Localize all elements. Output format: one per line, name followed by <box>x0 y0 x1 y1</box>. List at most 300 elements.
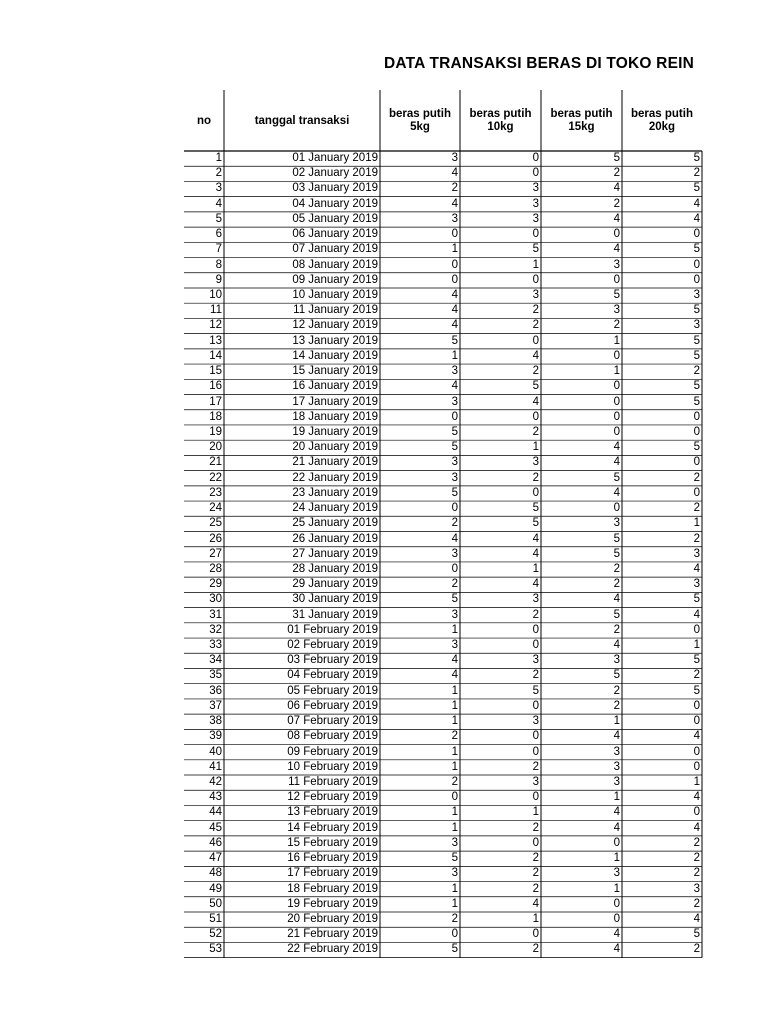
cell-10kg: 0 <box>532 167 539 180</box>
cell-5kg: 5 <box>451 943 458 956</box>
cell-no: 26 <box>209 532 222 545</box>
cell-15kg: 4 <box>613 456 620 469</box>
cell-no: 39 <box>209 730 222 743</box>
table-row <box>184 349 704 364</box>
cell-10kg: 3 <box>532 715 539 728</box>
cell-15kg: 1 <box>613 715 620 728</box>
cell-20kg: 4 <box>693 821 700 834</box>
table-row <box>184 471 704 486</box>
cell-tanggal: 21 January 2019 <box>292 456 378 469</box>
cell-no: 3 <box>215 182 222 195</box>
cell-5kg: 3 <box>451 547 458 560</box>
cell-tanggal: 11 February 2019 <box>288 776 378 789</box>
cell-20kg: 2 <box>693 836 700 849</box>
table-row <box>184 866 704 881</box>
cell-20kg: 5 <box>693 593 700 606</box>
cell-no: 19 <box>209 425 222 438</box>
cell-no: 37 <box>209 699 222 712</box>
cell-20kg: 4 <box>693 730 700 743</box>
cell-15kg: 5 <box>613 471 620 484</box>
cell-tanggal: 19 January 2019 <box>292 425 378 438</box>
cell-5kg: 0 <box>451 928 458 941</box>
cell-10kg: 0 <box>532 699 539 712</box>
cell-tanggal: 20 January 2019 <box>292 441 378 454</box>
cell-15kg: 2 <box>613 319 620 332</box>
cell-no: 42 <box>209 776 222 789</box>
cell-5kg: 2 <box>451 913 458 925</box>
cell-no: 31 <box>209 608 222 621</box>
cell-10kg: 0 <box>532 836 539 849</box>
table-row <box>184 547 704 562</box>
cell-15kg: 0 <box>613 349 620 362</box>
table-row <box>184 410 704 425</box>
cell-tanggal: 25 January 2019 <box>292 517 378 530</box>
cell-15kg: 2 <box>613 167 620 180</box>
cell-10kg: 3 <box>532 654 539 667</box>
cell-tanggal: 03 January 2019 <box>292 182 378 195</box>
cell-10kg: 4 <box>532 532 539 545</box>
cell-15kg: 0 <box>613 836 620 849</box>
cell-tanggal: 17 January 2019 <box>292 395 378 408</box>
cell-5kg: 4 <box>451 288 458 301</box>
cell-tanggal: 14 January 2019 <box>292 349 378 362</box>
table-row <box>184 562 704 577</box>
cell-tanggal: 17 February 2019 <box>287 867 378 880</box>
cell-20kg: 2 <box>693 867 700 880</box>
table-row <box>184 212 704 227</box>
cell-5kg: 2 <box>451 182 458 195</box>
cell-5kg: 3 <box>451 608 458 621</box>
cell-10kg: 0 <box>532 639 539 652</box>
cell-20kg: 5 <box>693 334 700 347</box>
header-label: beras putih <box>389 108 451 120</box>
table-row <box>184 745 704 760</box>
cell-5kg: 4 <box>451 319 458 332</box>
cell-tanggal: 06 February 2019 <box>287 699 378 712</box>
cell-tanggal: 24 January 2019 <box>292 502 378 515</box>
cell-tanggal: 23 January 2019 <box>292 486 378 499</box>
cell-20kg: 4 <box>693 791 700 804</box>
cell-tanggal: 11 January 2019 <box>293 304 378 317</box>
cell-no: 49 <box>209 882 222 895</box>
cell-15kg: 4 <box>613 730 620 743</box>
cell-tanggal: 05 January 2019 <box>292 212 378 225</box>
cell-15kg: 0 <box>613 502 620 515</box>
table-row <box>184 455 704 470</box>
cell-20kg: 2 <box>693 167 700 180</box>
cell-10kg: 0 <box>532 152 539 164</box>
table-row <box>184 623 704 638</box>
cell-tanggal: 12 February 2019 <box>287 791 378 804</box>
cell-tanggal: 04 February 2019 <box>287 669 378 682</box>
cell-no: 38 <box>209 715 222 728</box>
table-row <box>184 729 704 744</box>
cell-20kg: 5 <box>693 654 700 667</box>
cell-20kg: 4 <box>693 197 700 210</box>
cell-tanggal: 07 February 2019 <box>287 715 378 728</box>
table-row <box>184 516 704 531</box>
table-row <box>184 851 704 866</box>
cell-20kg: 0 <box>693 410 700 423</box>
table-row <box>184 897 704 912</box>
cell-10kg: 2 <box>532 882 539 895</box>
cell-15kg: 4 <box>613 928 620 941</box>
table-row <box>184 790 704 805</box>
cell-no: 12 <box>209 319 222 332</box>
cell-tanggal: 16 January 2019 <box>292 380 378 393</box>
header-unit: 15kg <box>568 121 595 133</box>
cell-10kg: 2 <box>532 319 539 332</box>
cell-5kg: 1 <box>451 821 458 834</box>
header-unit: 5kg <box>410 121 430 133</box>
cell-20kg: 4 <box>693 608 700 621</box>
cell-5kg: 5 <box>451 425 458 438</box>
cell-tanggal: 07 January 2019 <box>292 243 378 256</box>
table-row <box>184 318 704 333</box>
header-beras-putih-5kg <box>380 90 460 152</box>
cell-15kg: 1 <box>613 791 620 804</box>
cell-10kg: 4 <box>532 547 539 560</box>
cell-no: 7 <box>215 243 222 256</box>
cell-10kg: 1 <box>532 441 539 454</box>
cell-10kg: 0 <box>532 273 539 286</box>
cell-no: 20 <box>209 441 222 454</box>
cell-10kg: 2 <box>532 304 539 317</box>
table-row <box>184 501 704 516</box>
table-row <box>184 836 704 851</box>
cell-tanggal: 03 February 2019 <box>287 654 378 667</box>
cell-10kg: 1 <box>532 258 539 271</box>
cell-15kg: 2 <box>613 197 620 210</box>
cell-no: 9 <box>215 273 222 286</box>
cell-no: 35 <box>209 669 222 682</box>
cell-10kg: 0 <box>532 623 539 636</box>
cell-20kg: 2 <box>693 669 700 682</box>
table-row <box>184 668 704 683</box>
table-row <box>184 714 704 729</box>
table-row <box>184 608 704 623</box>
document-title: DATA TRANSAKSI BERAS DI TOKO REIN <box>384 55 695 72</box>
cell-tanggal: 20 February 2019 <box>287 913 378 925</box>
cell-20kg: 2 <box>693 532 700 545</box>
cell-10kg: 2 <box>532 365 539 378</box>
header-beras-putih-15kg <box>541 90 622 152</box>
cell-5kg: 3 <box>451 365 458 378</box>
cell-20kg: 1 <box>693 639 700 652</box>
cell-10kg: 5 <box>532 684 539 697</box>
table-row <box>184 775 704 790</box>
cell-10kg: 2 <box>532 425 539 438</box>
cell-no: 43 <box>209 791 222 804</box>
cell-no: 27 <box>209 547 222 560</box>
cell-20kg: 5 <box>693 349 700 362</box>
cell-10kg: 0 <box>532 410 539 423</box>
cell-5kg: 0 <box>451 258 458 271</box>
cell-tanggal: 10 January 2019 <box>292 288 378 301</box>
header-unit: 10kg <box>487 121 514 133</box>
cell-15kg: 5 <box>613 669 620 682</box>
cell-10kg: 5 <box>532 502 539 515</box>
cell-10kg: 3 <box>532 288 539 301</box>
cell-20kg: 0 <box>693 228 700 241</box>
cell-no: 21 <box>209 456 222 469</box>
cell-tanggal: 28 January 2019 <box>292 562 378 575</box>
cell-20kg: 3 <box>693 319 700 332</box>
cell-10kg: 3 <box>532 593 539 606</box>
table-row <box>184 684 704 699</box>
cell-no: 1 <box>215 152 222 164</box>
cell-10kg: 2 <box>532 943 539 956</box>
cell-5kg: 5 <box>451 852 458 865</box>
cell-tanggal: 15 February 2019 <box>287 836 378 849</box>
cell-no: 28 <box>209 562 222 575</box>
cell-tanggal: 19 February 2019 <box>287 897 378 910</box>
cell-tanggal: 08 February 2019 <box>287 730 378 743</box>
cell-20kg: 3 <box>693 882 700 895</box>
cell-tanggal: 02 February 2019 <box>287 639 378 652</box>
cell-15kg: 2 <box>613 684 620 697</box>
cell-15kg: 0 <box>613 380 620 393</box>
cell-10kg: 4 <box>532 578 539 591</box>
cell-tanggal: 16 February 2019 <box>287 852 378 865</box>
cell-tanggal: 14 February 2019 <box>287 821 378 834</box>
cell-10kg: 2 <box>532 852 539 865</box>
cell-no: 10 <box>209 288 222 301</box>
table-row <box>184 927 704 942</box>
cell-5kg: 0 <box>451 273 458 286</box>
cell-20kg: 0 <box>693 745 700 758</box>
cell-5kg: 1 <box>451 243 458 256</box>
cell-5kg: 1 <box>451 684 458 697</box>
cell-no: 50 <box>209 897 222 910</box>
cell-20kg: 0 <box>693 715 700 728</box>
cell-5kg: 5 <box>451 593 458 606</box>
cell-no: 8 <box>215 258 222 271</box>
cell-15kg: 0 <box>613 273 620 286</box>
cell-20kg: 3 <box>693 547 700 560</box>
cell-5kg: 1 <box>451 897 458 910</box>
cell-tanggal: 06 January 2019 <box>292 228 378 241</box>
table-row <box>184 288 704 303</box>
cell-15kg: 0 <box>613 228 620 241</box>
table-row <box>184 699 704 714</box>
cell-20kg: 0 <box>693 425 700 438</box>
table-row <box>184 242 704 257</box>
table-row <box>184 821 704 836</box>
cell-5kg: 3 <box>451 836 458 849</box>
cell-5kg: 1 <box>451 745 458 758</box>
cell-20kg: 5 <box>693 243 700 256</box>
cell-no: 34 <box>209 654 222 667</box>
table-row <box>184 760 704 775</box>
cell-10kg: 1 <box>532 913 539 925</box>
cell-10kg: 3 <box>532 212 539 225</box>
cell-tanggal: 08 January 2019 <box>292 258 378 271</box>
cell-15kg: 1 <box>613 882 620 895</box>
cell-15kg: 4 <box>613 943 620 956</box>
cell-no: 36 <box>209 684 222 697</box>
cell-5kg: 0 <box>451 562 458 575</box>
cell-no: 14 <box>209 349 222 362</box>
cell-5kg: 3 <box>451 867 458 880</box>
cell-15kg: 0 <box>613 395 620 408</box>
cell-15kg: 3 <box>613 867 620 880</box>
cell-tanggal: 30 January 2019 <box>292 593 378 606</box>
cell-no: 33 <box>209 639 222 652</box>
cell-tanggal: 10 February 2019 <box>287 760 378 773</box>
cell-20kg: 4 <box>693 212 700 225</box>
cell-15kg: 4 <box>613 441 620 454</box>
header-label: beras putih <box>631 108 693 120</box>
table-row <box>184 638 704 653</box>
cell-20kg: 0 <box>693 623 700 636</box>
cell-10kg: 5 <box>532 243 539 256</box>
cell-5kg: 2 <box>451 517 458 530</box>
cell-no: 15 <box>209 365 222 378</box>
cell-20kg: 4 <box>693 913 700 925</box>
table-row <box>184 227 704 242</box>
table-row <box>184 912 704 927</box>
cell-10kg: 2 <box>532 760 539 773</box>
cell-5kg: 4 <box>451 669 458 682</box>
cell-10kg: 0 <box>532 334 539 347</box>
cell-15kg: 4 <box>613 593 620 606</box>
cell-no: 29 <box>209 578 222 591</box>
cell-15kg: 2 <box>613 623 620 636</box>
cell-20kg: 4 <box>693 562 700 575</box>
table-row <box>184 197 704 212</box>
table-row <box>184 532 704 547</box>
table-row <box>184 151 704 166</box>
cell-tanggal: 09 January 2019 <box>292 273 378 286</box>
cell-20kg: 0 <box>693 258 700 271</box>
cell-15kg: 1 <box>613 365 620 378</box>
header-no: no <box>196 114 212 127</box>
cell-tanggal: 31 January 2019 <box>292 608 378 621</box>
cell-10kg: 2 <box>532 821 539 834</box>
table-row <box>184 486 704 501</box>
cell-no: 2 <box>215 167 222 180</box>
cell-20kg: 5 <box>693 152 700 164</box>
cell-20kg: 5 <box>693 182 700 195</box>
table-row <box>184 653 704 668</box>
cell-20kg: 2 <box>693 502 700 515</box>
cell-no: 48 <box>209 867 222 880</box>
cell-no: 16 <box>209 380 222 393</box>
table-row <box>184 882 704 897</box>
table-row <box>184 303 704 318</box>
cell-10kg: 4 <box>532 897 539 910</box>
cell-no: 52 <box>209 928 222 941</box>
cell-15kg: 3 <box>613 258 620 271</box>
cell-10kg: 0 <box>532 486 539 499</box>
cell-5kg: 1 <box>451 623 458 636</box>
cell-tanggal: 05 February 2019 <box>287 684 378 697</box>
cell-no: 47 <box>209 852 222 865</box>
cell-5kg: 2 <box>451 776 458 789</box>
table-row <box>184 577 704 592</box>
cell-5kg: 5 <box>451 441 458 454</box>
cell-10kg: 1 <box>532 806 539 819</box>
cell-tanggal: 12 January 2019 <box>292 319 378 332</box>
cell-15kg: 0 <box>613 425 620 438</box>
cell-20kg: 1 <box>693 517 700 530</box>
cell-10kg: 3 <box>532 776 539 789</box>
cell-15kg: 5 <box>613 608 620 621</box>
cell-no: 17 <box>209 395 222 408</box>
cell-20kg: 0 <box>693 486 700 499</box>
cell-no: 45 <box>209 821 222 834</box>
cell-15kg: 2 <box>613 699 620 712</box>
cell-5kg: 3 <box>451 456 458 469</box>
table-row <box>184 334 704 349</box>
cell-no: 32 <box>209 623 222 636</box>
cell-5kg: 0 <box>451 410 458 423</box>
cell-5kg: 1 <box>451 699 458 712</box>
cell-no: 23 <box>209 486 222 499</box>
cell-tanggal: 01 January 2019 <box>292 152 378 164</box>
cell-5kg: 3 <box>451 471 458 484</box>
header-unit: 20kg <box>648 121 676 133</box>
cell-10kg: 0 <box>532 228 539 241</box>
cell-20kg: 3 <box>693 578 700 591</box>
cell-tanggal: 13 February 2019 <box>287 806 378 819</box>
cell-10kg: 2 <box>532 867 539 880</box>
cell-20kg: 2 <box>693 471 700 484</box>
cell-10kg: 3 <box>532 197 539 210</box>
cell-5kg: 5 <box>451 334 458 347</box>
cell-10kg: 4 <box>532 349 539 362</box>
cell-20kg: 3 <box>693 288 700 301</box>
table-row <box>184 805 704 820</box>
cell-tanggal: 22 February 2019 <box>287 943 378 956</box>
cell-15kg: 3 <box>613 304 620 317</box>
cell-no: 5 <box>215 212 222 225</box>
cell-tanggal: 21 February 2019 <box>287 928 378 941</box>
cell-20kg: 0 <box>693 760 700 773</box>
cell-no: 6 <box>215 228 222 241</box>
cell-5kg: 0 <box>451 791 458 804</box>
cell-15kg: 5 <box>613 152 620 164</box>
cell-5kg: 4 <box>451 197 458 210</box>
cell-20kg: 2 <box>693 852 700 865</box>
cell-no: 13 <box>209 334 222 347</box>
header-label: beras putih <box>550 108 613 120</box>
cell-20kg: 0 <box>693 699 700 712</box>
cell-5kg: 3 <box>451 212 458 225</box>
cell-tanggal: 01 February 2019 <box>287 623 378 636</box>
cell-tanggal: 27 January 2019 <box>292 547 378 560</box>
cell-no: 46 <box>209 836 222 849</box>
cell-no: 53 <box>209 943 222 956</box>
cell-15kg: 4 <box>613 486 620 499</box>
cell-tanggal: 02 January 2019 <box>292 167 378 180</box>
cell-15kg: 3 <box>613 654 620 667</box>
cell-tanggal: 22 January 2019 <box>292 471 378 484</box>
cell-tanggal: 18 January 2019 <box>292 410 378 423</box>
cell-20kg: 0 <box>693 456 700 469</box>
cell-5kg: 4 <box>451 380 458 393</box>
cell-tanggal: 26 January 2019 <box>292 532 378 545</box>
cell-5kg: 0 <box>451 502 458 515</box>
cell-20kg: 5 <box>693 928 700 941</box>
cell-10kg: 0 <box>532 928 539 941</box>
cell-15kg: 1 <box>613 852 620 865</box>
cell-15kg: 2 <box>613 562 620 575</box>
cell-20kg: 0 <box>693 273 700 286</box>
cell-20kg: 1 <box>693 776 700 789</box>
cell-tanggal: 15 January 2019 <box>292 365 378 378</box>
